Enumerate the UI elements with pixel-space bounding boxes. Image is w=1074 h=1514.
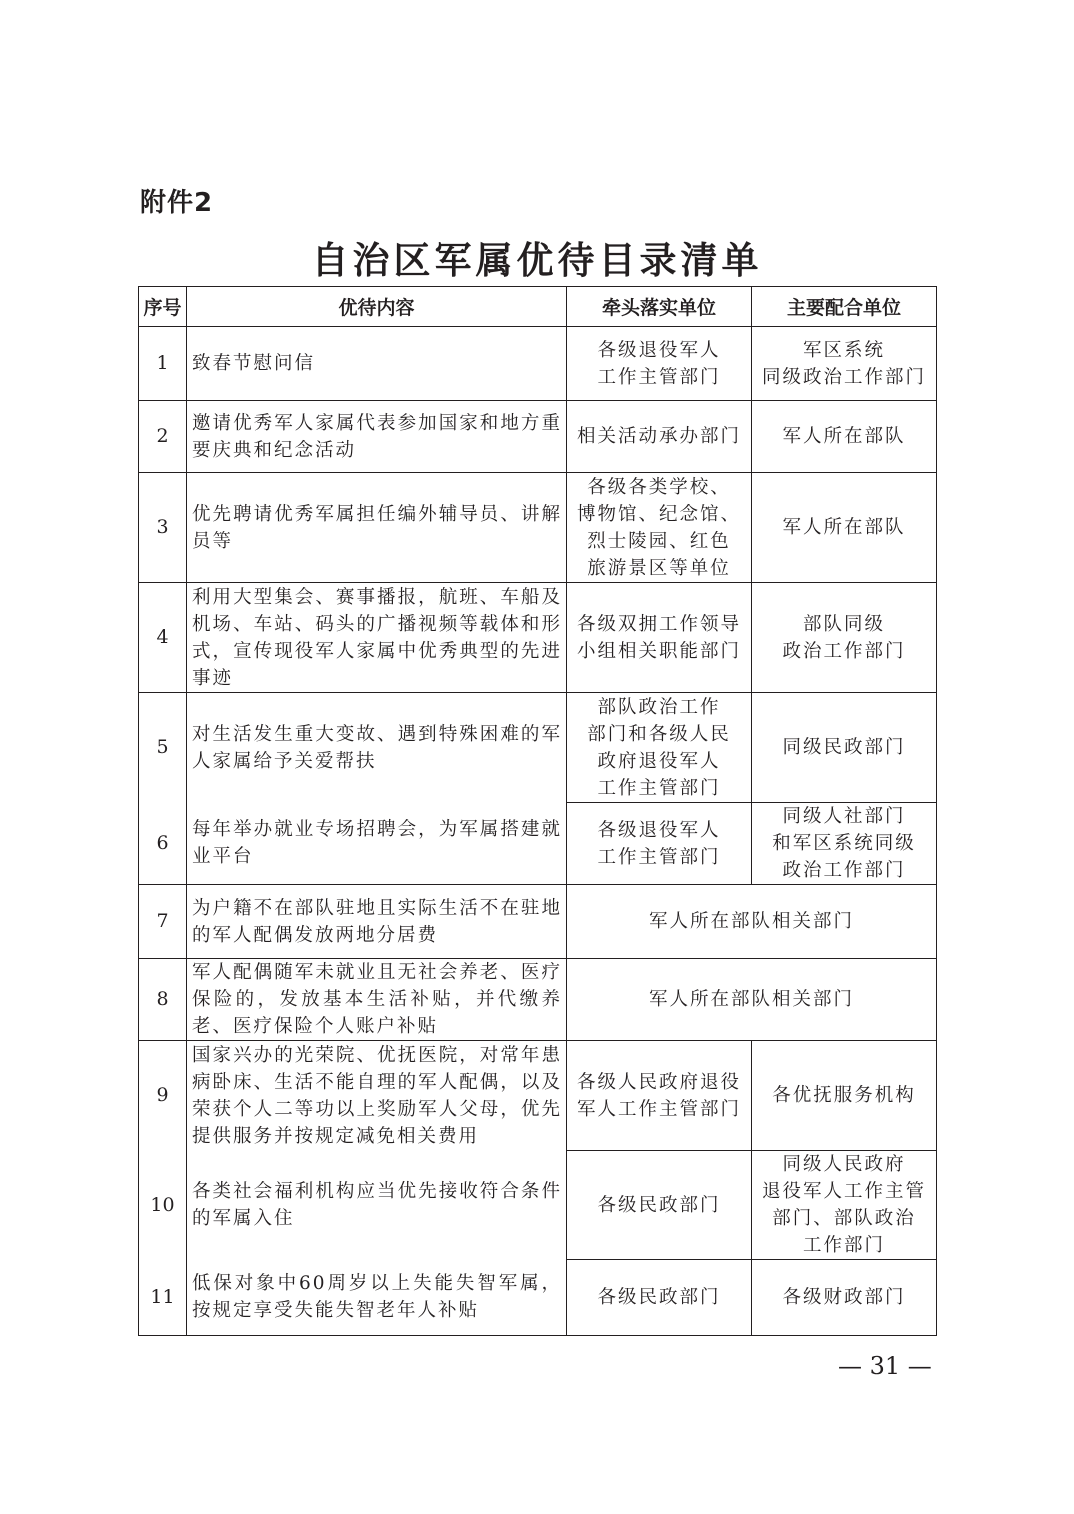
- merged-unit: 军人所在部队相关部门: [567, 885, 937, 959]
- benefit-content: 为户籍不在部队驻地且实际生活不在驻地的军人配偶发放两地分居费: [187, 885, 567, 959]
- row-number: 6: [139, 803, 187, 885]
- table-row: [139, 959, 937, 1041]
- merged-unit: 军人所在部队相关部门: [567, 959, 937, 1041]
- table-header-row: [139, 287, 937, 327]
- table-row: [139, 803, 937, 885]
- header-lead-unit: 牵头落实单位: [567, 287, 752, 327]
- lead-unit: 各级人民政府退役 军人工作主管部门: [567, 1041, 752, 1151]
- row-number: 2: [139, 401, 187, 473]
- support-unit: 军区系统 同级政治工作部门: [752, 327, 937, 401]
- page-number: — 31 —: [838, 1352, 932, 1380]
- row-number: 1: [139, 327, 187, 401]
- lead-unit: 部队政治工作 部门和各级人民 政府退役军人 工作主管部门: [567, 693, 752, 803]
- table-row: [139, 1151, 937, 1260]
- page-title: 自治区军属优待目录清单: [311, 239, 763, 282]
- benefit-content: 低保对象中60周岁以上失能失智军属，按规定享受失能失智老年人补贴: [187, 1260, 567, 1336]
- support-unit: 同级民政部门: [752, 693, 937, 803]
- header-support-unit: 主要配合单位: [752, 287, 937, 327]
- lead-unit: 各级民政部门: [567, 1151, 752, 1260]
- benefit-content: 每年举办就业专场招聘会，为军属搭建就业平台: [187, 803, 567, 885]
- lead-unit: 各级各类学校、 博物馆、纪念馆、 烈士陵园、红色 旅游景区等单位: [567, 473, 752, 583]
- table-row: [139, 1260, 937, 1336]
- benefit-content: 对生活发生重大变故、遇到特殊困难的军人家属给予关爱帮扶: [187, 693, 567, 803]
- header-content: 优待内容: [187, 287, 567, 327]
- table-row: [139, 885, 937, 959]
- support-unit: 军人所在部队: [752, 401, 937, 473]
- support-unit: 各级财政部门: [752, 1260, 937, 1336]
- attachment-label: 附件2: [140, 188, 214, 218]
- lead-unit: 各级双拥工作领导 小组相关职能部门: [567, 583, 752, 693]
- benefit-content: 利用大型集会、赛事播报，航班、车船及机场、车站、码头的广播视频等载体和形式，宣传现役军人家属中优秀典型的先进事迹: [187, 583, 567, 693]
- support-unit: 部队同级 政治工作部门: [752, 583, 937, 693]
- benefit-content: 优先聘请优秀军属担任编外辅导员、讲解员等: [187, 473, 567, 583]
- table-row: [139, 693, 937, 803]
- row-number: 11: [139, 1260, 187, 1336]
- table-row: [139, 327, 937, 401]
- benefit-content: 军人配偶随军未就业且无社会养老、医疗保险的，发放基本生活补贴，并代缴养老、医疗保险个人账户补贴: [187, 959, 567, 1041]
- benefit-content: 邀请优秀军人家属代表参加国家和地方重要庆典和纪念活动: [187, 401, 567, 473]
- table-row: [139, 401, 937, 473]
- benefit-content: 致春节慰问信: [187, 327, 567, 401]
- benefit-content: 各类社会福利机构应当优先接收符合条件的军属入住: [187, 1151, 567, 1260]
- benefits-table: [138, 286, 937, 1336]
- table-row: [139, 473, 937, 583]
- lead-unit: 各级退役军人 工作主管部门: [567, 327, 752, 401]
- support-unit: 同级人民政府 退役军人工作主管 部门、部队政治 工作部门: [752, 1151, 937, 1260]
- table-row: [139, 583, 937, 693]
- lead-unit: 各级民政部门: [567, 1260, 752, 1336]
- lead-unit: 各级退役军人 工作主管部门: [567, 803, 752, 885]
- row-number: 8: [139, 959, 187, 1041]
- row-number: 7: [139, 885, 187, 959]
- lead-unit: 相关活动承办部门: [567, 401, 752, 473]
- row-number: 10: [139, 1151, 187, 1260]
- row-number: 9: [139, 1041, 187, 1151]
- row-number: 3: [139, 473, 187, 583]
- row-number: 4: [139, 583, 187, 693]
- header-no: 序号: [139, 287, 187, 327]
- row-number: 5: [139, 693, 187, 803]
- benefit-content: 国家兴办的光荣院、优抚医院，对常年患病卧床、生活不能自理的军人配偶，以及荣获个人二等功以上奖励军人父母，优先提供服务并按规定减免相关费用: [187, 1041, 567, 1151]
- support-unit: 同级人社部门 和军区系统同级 政治工作部门: [752, 803, 937, 885]
- table-row: [139, 1041, 937, 1151]
- support-unit: 军人所在部队: [752, 473, 937, 583]
- support-unit: 各优抚服务机构: [752, 1041, 937, 1151]
